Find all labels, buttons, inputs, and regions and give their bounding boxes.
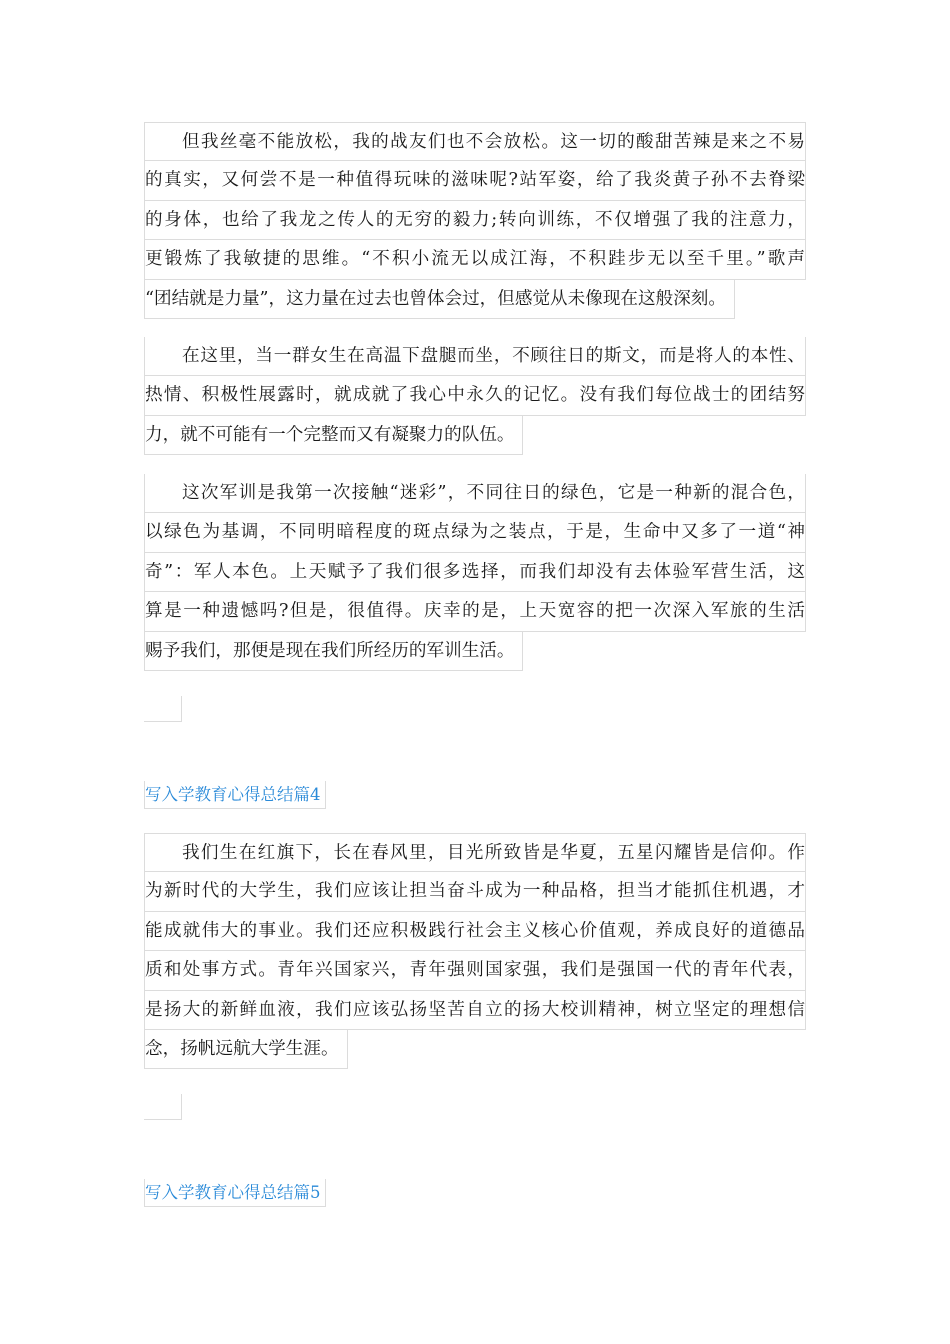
paragraph-line: 质和处事方式。青年兴国家兴，青年强则国家强，我们是强国一代的青年代表， (144, 951, 806, 990)
paragraph-line: 是扬大的新鲜血液，我们应该弘扬坚苦自立的扬大校训精神，树立坚定的理想信 (144, 991, 806, 1030)
paragraph-3 (144, 474, 806, 675)
paragraph-line: 更锻炼了我敏捷的思维。“不积小流无以成江海，不积跬步无以至千里。”歌声 (144, 240, 806, 279)
paragraph-line: 热情、积极性展露时，就成就了我心中永久的记忆。没有我们每位战士的团结努 (144, 376, 806, 415)
empty-paragraph-marker (144, 696, 182, 722)
paragraph-line: 力，就不可能有一个完整而又有凝聚力的队伍。 (144, 416, 523, 455)
empty-paragraph-marker (144, 1094, 182, 1120)
paragraph-line: 能成就伟大的事业。我们还应积极践行社会主义核心价值观，养成良好的道德品 (144, 912, 806, 951)
paragraph-line: 的真实，又何尝不是一种值得玩味的滋味呢?站军姿，给了我炎黄子孙不去脊梁 (144, 161, 806, 200)
section-heading-5: 写入学教育心得总结篇5 (144, 1179, 326, 1207)
paragraph-2 (144, 337, 806, 459)
paragraph-line: 为新时代的大学生，我们应该让担当奋斗成为一种品格，担当才能抓住机遇，才 (144, 872, 806, 911)
paragraph-line: 的身体，也给了我龙之传人的无穷的毅力;转向训练，不仅增强了我的注意力， (144, 201, 806, 240)
paragraph-line: 但我丝毫不能放松，我的战友们也不会放松。这一切的酸甜苦辣是来之不易 (144, 122, 806, 161)
paragraph-line: 算是一种遗憾吗?但是，很值得。庆幸的是，上天宽容的把一次深入军旅的生活 (144, 592, 806, 631)
paragraph-line: 以绿色为基调，不同明暗程度的斑点绿为之装点，于是，生命中又多了一道“神 (144, 513, 806, 552)
paragraph-1 (144, 122, 806, 323)
paragraph-line: 我们生在红旗下，长在春风里，目光所致皆是华夏，五星闪耀皆是信仰。作 (144, 833, 806, 872)
paragraph-line: “团结就是力量”，这力量在过去也曾体会过，但感觉从未像现在这般深刻。 (144, 280, 735, 319)
paragraph-line: 赐予我们，那便是现在我们所经历的军训生活。 (144, 632, 523, 671)
paragraph-4 (144, 833, 806, 1073)
paragraph-line: 这次军训是我第一次接触“迷彩”，不同往日的绿色，它是一种新的混合色， (144, 474, 806, 513)
section-heading-4: 写入学教育心得总结篇4 (144, 781, 326, 809)
paragraph-line: 奇”：军人本色。上天赋予了我们很多选择，而我们却没有去体验军营生活，这 (144, 553, 806, 592)
paragraph-line: 念，扬帆远航大学生涯。 (144, 1030, 348, 1069)
paragraph-line: 在这里，当一群女生在高温下盘腿而坐，不顾往日的斯文，而是将人的本性、 (144, 337, 806, 376)
